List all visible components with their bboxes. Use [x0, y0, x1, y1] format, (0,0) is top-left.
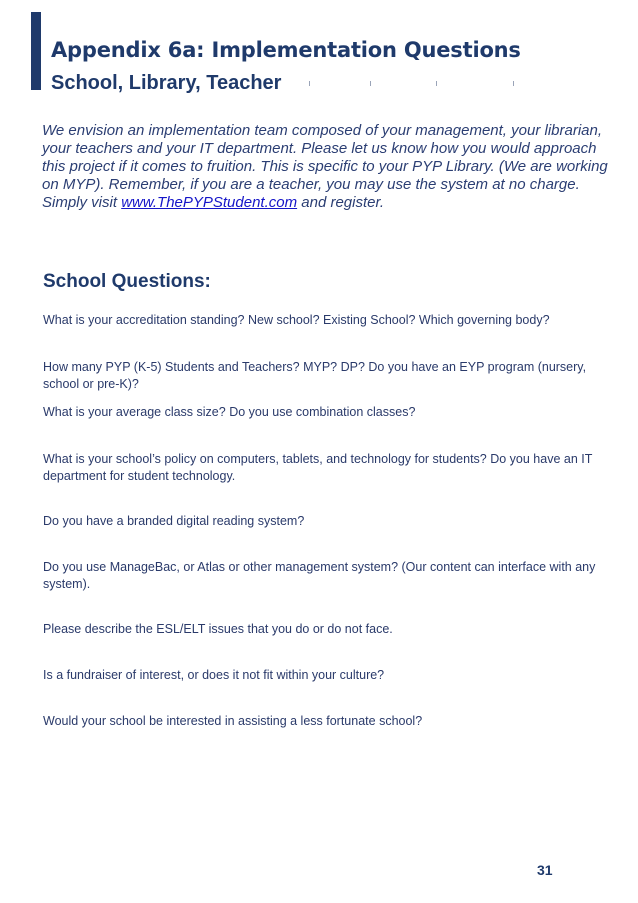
section-heading: School Questions:: [43, 271, 211, 292]
intro-paragraph: [42, 122, 617, 212]
question-item: Please describe the ESL/ELT issues that you do or do not face.: [43, 622, 393, 636]
page-subtitle: School, Library, Teacher: [51, 72, 282, 94]
page-number: 31: [537, 862, 553, 878]
question-item: What is your average class size? Do you use combination classes?: [43, 405, 416, 419]
question-item: What is your school’s policy on computers, tablets, and technology for students? Do you have an IT department for student technology.: [43, 452, 593, 483]
header-tick-mark: [370, 81, 371, 86]
question-item: Do you have a branded digital reading system?: [43, 514, 305, 528]
question-item: Would your school be interested in assisting a less fortunate school?: [43, 714, 423, 728]
question-item: What is your accreditation standing? New school? Existing School? Which governing body?: [43, 313, 550, 327]
title-accent-bar: [31, 12, 41, 90]
header-tick-mark: [436, 81, 437, 86]
question-item: Do you use ManageBac, or Atlas or other management system? (Our content can interface with any system).: [43, 560, 596, 591]
website-link[interactable]: www.ThePYPStudent.com: [121, 194, 298, 211]
intro-text: We envision an implementation team composed of your management, your librarian, your teachers and your IT department. Please let us know how you would approach this project if it comes to fruition. This is specific to your PYP Library. (We are working on MYP). Remember, if you are a teacher, you may use the system at no charge. Simply visit: [42, 122, 608, 211]
header-tick-mark: [309, 81, 310, 86]
page-title: Appendix 6a: Implementation Questions: [51, 38, 521, 62]
question-item: Is a fundraiser of interest, or does it not fit within your culture?: [43, 668, 385, 682]
question-item: How many PYP (K-5) Students and Teachers? MYP? DP? Do you have an EYP program (nursery, school or pre-K)?: [43, 360, 587, 391]
intro-text-end: and register.: [297, 194, 385, 211]
header-tick-mark: [513, 81, 514, 86]
